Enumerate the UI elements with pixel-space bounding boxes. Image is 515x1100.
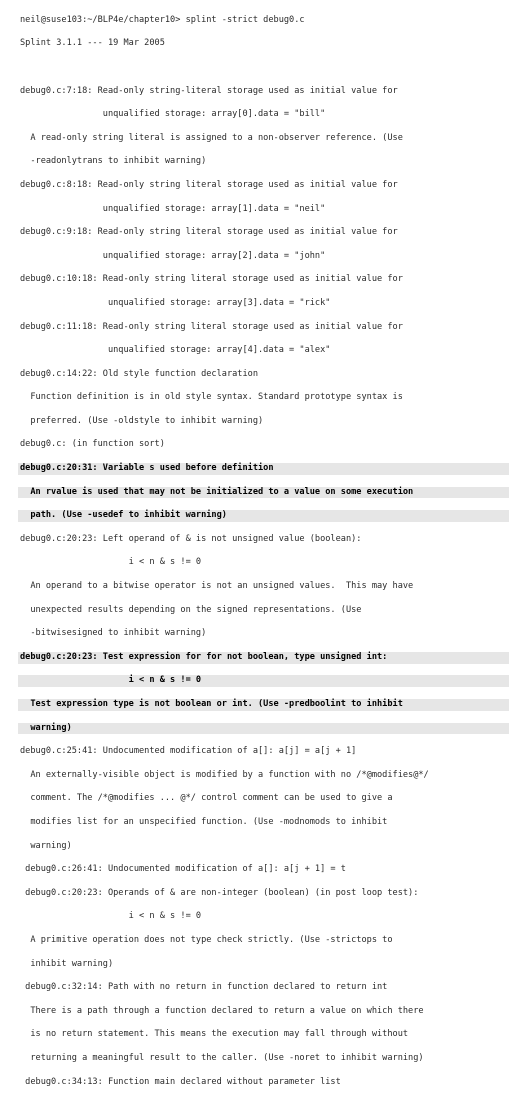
output-line: i < n & s != 0	[20, 557, 202, 568]
output-line: -bitwisesigned to inhibit warning)	[20, 628, 207, 639]
highlighted-warning-line: debug0.c:20:31: Variable s used before definition	[18, 463, 509, 475]
output-line: unqualified storage: array[2].data = "john"	[20, 250, 326, 261]
output-line: comment. The /*@modifies ... @*/ control comment can be used to give a	[20, 793, 393, 804]
output-line: Splint 3.1.1 --- 19 Mar 2005	[20, 38, 165, 49]
output-line: An operand to a bitwise operator is not an unsigned values. This may have	[20, 581, 414, 592]
warning-line: debug0.c:7:18: Read-only string-literal storage used as initial value for	[20, 85, 398, 96]
output-line: returning a meaningful result to the caller. (Use -noret to inhibit warning)	[20, 1052, 424, 1063]
warning-line: debug0.c:26:41: Undocumented modification of a[]: a[j + 1] = t	[20, 864, 346, 875]
output-line: preferred. (Use -oldstyle to inhibit warning)	[20, 415, 264, 426]
highlighted-warning-line: debug0.c:20:23: Test expression for for not boolean, type unsigned int:	[18, 652, 509, 664]
output-line: unqualified storage: array[0].data = "bill"	[20, 109, 326, 120]
output-line: modifies list for an unspecified function. (Use -modnomods to inhibit	[20, 816, 388, 827]
warning-line: debug0.c:20:23: Left operand of & is not unsigned value (boolean):	[20, 533, 362, 544]
output-line: unqualified storage: array[1].data = "neil"	[20, 203, 326, 214]
output-line: An externally-visible object is modified by a function with no /*@modifies@*/	[20, 769, 429, 780]
output-line: debug0.c: (in function sort)	[20, 439, 165, 450]
output-line: -readonlytrans to inhibit warning)	[20, 156, 207, 167]
output-line: inhibit warning)	[20, 958, 114, 969]
highlighted-output-line: warning)	[18, 723, 509, 735]
command-line: neil@suse103:~/BLP4e/chapter10> splint -strict debug0.c	[20, 14, 305, 25]
output-line: A read-only string literal is assigned to a non-observer reference. (Use	[20, 132, 403, 143]
warning-line: debug0.c:25:41: Undocumented modification of a[]: a[j] = a[j + 1]	[20, 746, 357, 757]
highlighted-output-line: Test expression type is not boolean or int. (Use -predboolint to inhibit	[18, 699, 509, 711]
warning-line: debug0.c:11:18: Read-only string literal storage used as initial value for	[20, 321, 403, 332]
output-line: Function definition is in old style syntax. Standard prototype syntax is	[20, 392, 403, 403]
output-line: i < n & s != 0	[20, 911, 202, 922]
output-line: unexpected results depending on the signed representations. (Use	[20, 604, 362, 615]
highlighted-output-line: path. (Use -usedef to inhibit warning)	[18, 510, 509, 522]
blank-line	[20, 62, 515, 74]
output-line: warning)	[20, 840, 72, 851]
warning-line: debug0.c:34:13: Function main declared without parameter list	[20, 1076, 341, 1087]
warning-line: debug0.c:8:18: Read-only string literal storage used as initial value for	[20, 179, 398, 190]
output-line: unqualified storage: array[3].data = "rick"	[20, 297, 331, 308]
warning-line: debug0.c:20:23: Operands of & are non-integer (boolean) (in post loop test):	[20, 887, 419, 898]
highlighted-output-line: i < n & s != 0	[18, 675, 509, 687]
warning-line: debug0.c:9:18: Read-only string literal storage used as initial value for	[20, 227, 398, 238]
output-line: is no return statement. This means the execution may fall through without	[20, 1029, 409, 1040]
output-line: unqualified storage: array[4].data = "alex"	[20, 345, 331, 356]
warning-line: debug0.c:14:22: Old style function declaration	[20, 368, 258, 379]
highlighted-output-line: An rvalue is used that may not be initialized to a value on some execution	[18, 487, 509, 499]
warning-line: debug0.c:32:14: Path with no return in function declared to return int	[20, 982, 388, 993]
warning-line: debug0.c:10:18: Read-only string literal storage used as initial value for	[20, 274, 403, 285]
output-line: There is a path through a function declared to return a value on which there	[20, 1005, 424, 1016]
output-line: A primitive operation does not type check strictly. (Use -strictops to	[20, 934, 393, 945]
